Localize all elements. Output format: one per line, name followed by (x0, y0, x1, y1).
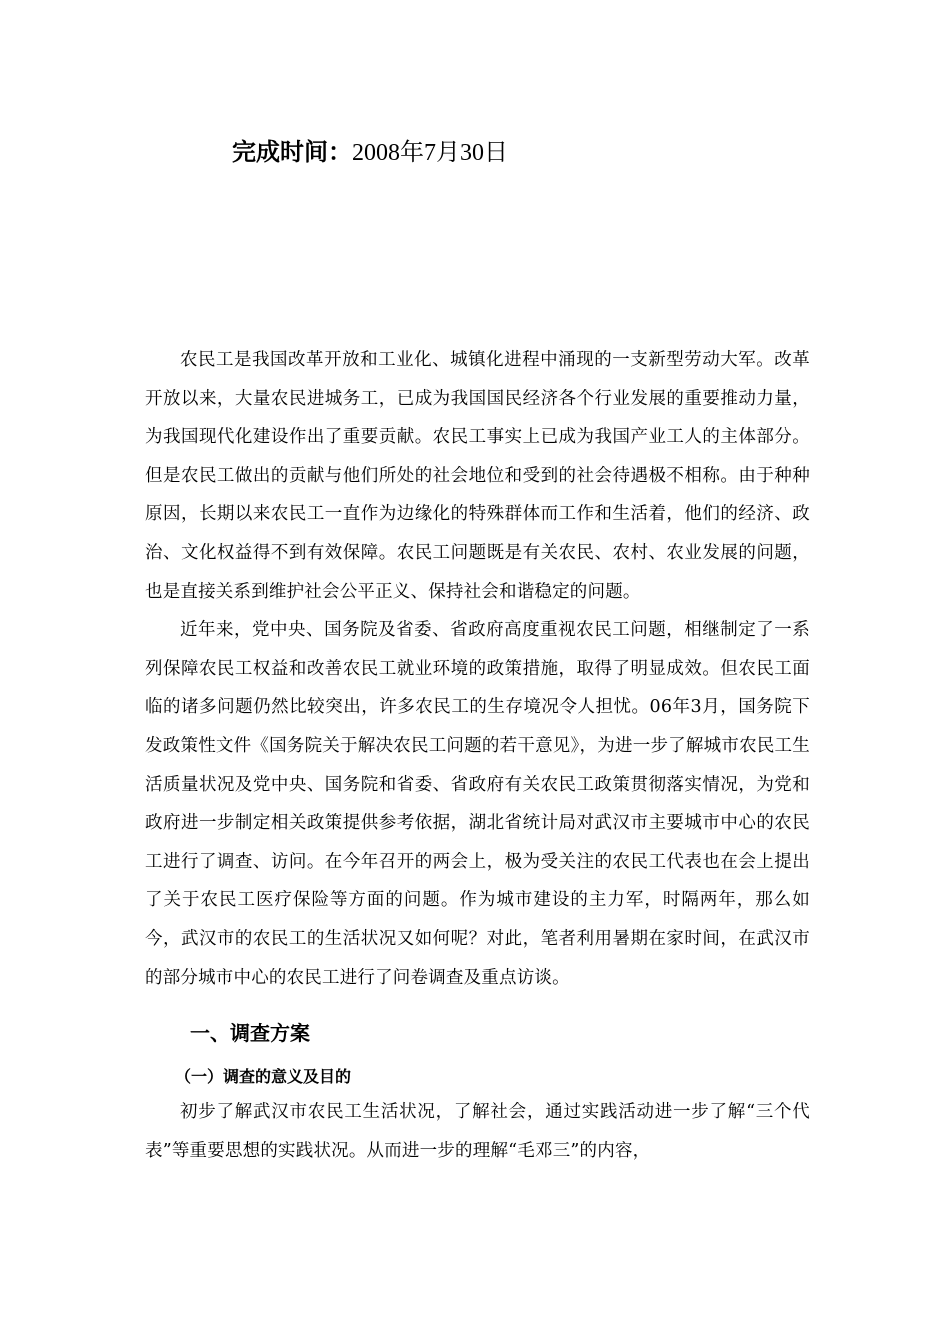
completion-time-value: 2008年7月30日 (352, 140, 508, 166)
subsection-heading-purpose: （一）调查的意义及目的 (175, 1067, 352, 1087)
document-body (145, 341, 810, 1170)
intro-paragraph-2: 近年来，党中央、国务院及省委、省政府高度重视农民工问题，相继制定了一系列保障农民工权益和改善农民工就业环境的政策措施，取得了明显成效。但农民工面临的诸多问题仍然比较突出，许多农民工的生存境况令人担忧。06年3月，国务院下发政策性文件《国务院关于解决农民工问题的若干意见》，为进一步了解城市农民工生活质量状况及党中央、国务院和省委、省政府有关农民工政策贯彻落实情况，为党和政府进一步制定相关政策提供参考依据，湖北省统计局对武汉市主要城市中心的农民工进行了调查、访问。在今年召开的两会上，极为受关注的农民工代表也在会上提出了关于农民工医疗保险等方面的问题。作为城市建设的主力军，时隔两年，那么如今，武汉市的农民工的生活状况又如何呢？对此，笔者利用暑期在家时间，在武汉市的部分城市中心的农民工进行了问卷调查及重点访谈。 (145, 620, 810, 988)
completion-time (232, 132, 508, 173)
intro-paragraph-1: 农民工是我国改革开放和工业化、城镇化进程中涌现的一支新型劳动大军。改革开放以来，大量农民进城务工，已成为我国国民经济各个行业发展的重要推动力量，为我国现代化建设作出了重要贡献。农民工事实上已成为我国产业工人的主体部分。但是农民工做出的贡献与他们所处的社会地位和受到的社会待遇极不相称。由于种种原因，长期以来农民工一直作为边缘化的特殊群体而工作和生活着，他们的经济、政治、文化权益得不到有效保障。农民工问题既是有关农民、农村、农业发展的问题，也是直接关系到维护社会公平正义、保持社会和谐稳定的问题。 (145, 350, 810, 602)
purpose-paragraph: 初步了解武汉市农民工生活状况，了解社会，通过实践活动进一步了解“三个代表”等重要思想的实践状况。从而进一步的理解“毛邓三”的内容， (145, 1102, 810, 1161)
completion-time-label: 完成时间： (232, 138, 352, 166)
section-heading-survey-plan: 一、调查方案 (190, 1021, 310, 1046)
